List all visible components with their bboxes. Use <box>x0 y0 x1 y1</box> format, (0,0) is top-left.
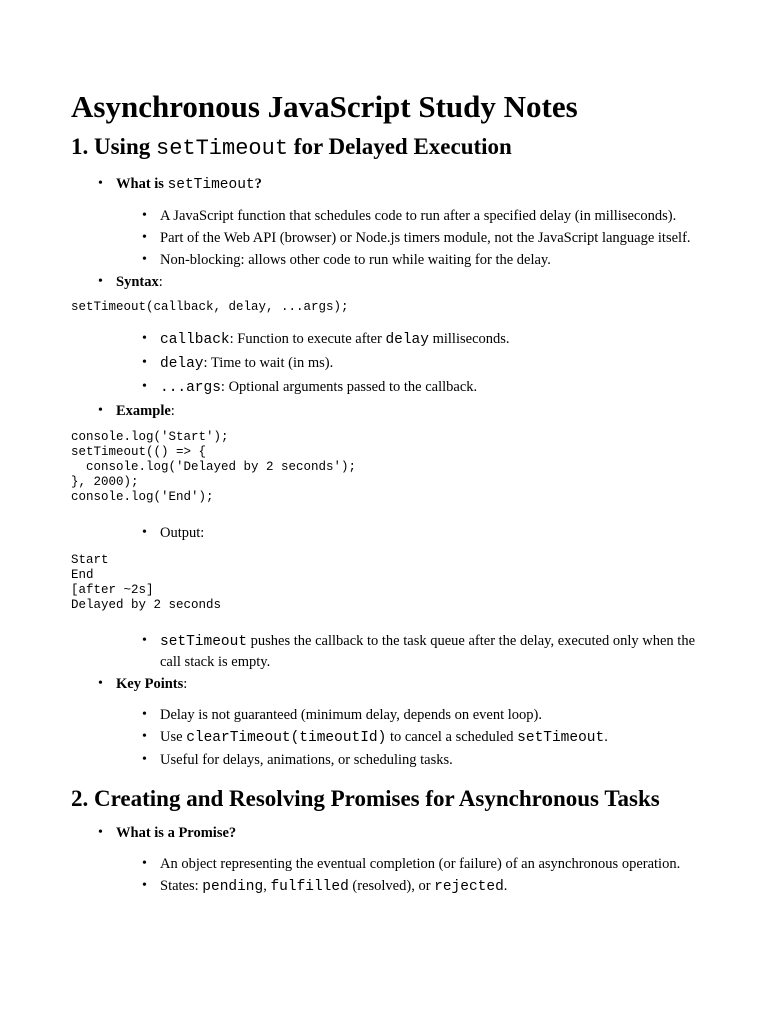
list-item: • Useful for delays, animations, or scheduling tasks. <box>160 750 711 770</box>
queue-item: • setTimeout pushes the callback to the task queue after the delay, executed only when the call stack is empty. <box>160 631 711 672</box>
keypoints-item: • Key Points: <box>116 674 711 694</box>
promise-sublist <box>71 854 711 897</box>
document <box>71 88 711 897</box>
params-list <box>71 329 711 398</box>
syntax-item: • Syntax: <box>116 272 711 292</box>
param-args: • ...args: Optional arguments passed to the callback. <box>160 377 711 398</box>
list-item: • An object representing the eventual completion (or failure) of an asynchronous operation. <box>160 854 711 874</box>
example-item: • Example: <box>116 401 711 421</box>
example-list <box>71 401 711 421</box>
list-item: • Delay is not guaranteed (minimum delay, depends on event loop). <box>160 705 711 725</box>
list-item: • Part of the Web API (browser) or Node.js timers module, not the JavaScript language itself. <box>160 228 711 248</box>
output-code-block: Start End [after ~2s] Delayed by 2 seconds <box>71 553 222 612</box>
output-item: • Output: <box>160 523 711 543</box>
section-2-list <box>71 823 711 843</box>
list-item: • A JavaScript function that schedules code to run after a specified delay (in milliseconds). <box>160 206 711 226</box>
queue-list <box>71 631 711 672</box>
section-1-list <box>71 174 711 195</box>
what-is-item: • What is setTimeout? <box>116 174 711 195</box>
example-code-block: console.log('Start'); setTimeout(() => { console.log('Delayed by 2 seconds'); }, 2000); console.log('End'); <box>71 430 357 504</box>
what-is-sublist <box>71 206 711 270</box>
param-delay: • delay: Time to wait (in ms). <box>160 353 711 374</box>
syntax-list <box>71 272 711 292</box>
section-2-heading: 2. Creating and Resolving Promises for Asynchronous Tasks <box>71 786 660 811</box>
section-1-heading: 1. Using setTimeout for Delayed Execution <box>71 134 512 161</box>
syntax-code-block: setTimeout(callback, delay, ...args); <box>71 300 349 314</box>
keypoints-sublist <box>71 705 711 770</box>
list-item: • Use clearTimeout(timeoutId) to cancel a scheduled setTimeout. <box>160 727 711 748</box>
output-list <box>71 523 711 543</box>
page-title: Asynchronous JavaScript Study Notes <box>71 89 578 124</box>
param-callback: • callback: Function to execute after delay milliseconds. <box>160 329 711 350</box>
list-item: • Non-blocking: allows other code to run while waiting for the delay. <box>160 250 711 270</box>
keypoints-list <box>71 674 711 694</box>
promise-item: • What is a Promise? <box>116 823 711 843</box>
list-item: • States: pending, fulfilled (resolved), or rejected. <box>160 876 711 897</box>
